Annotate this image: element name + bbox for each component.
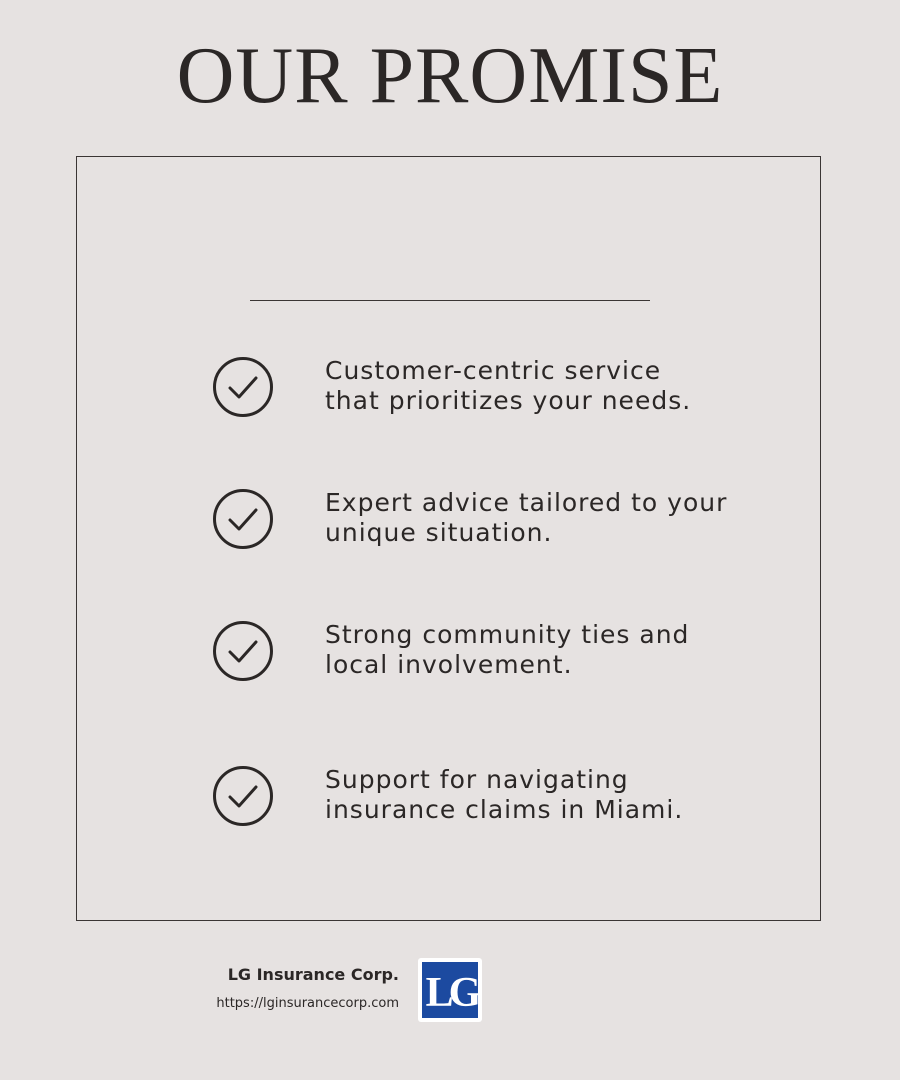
promise-text-line: Strong community ties and	[325, 620, 690, 649]
company-url[interactable]: https://lginsurancecorp.com	[216, 996, 399, 1011]
promise-text-line: unique situation.	[325, 518, 553, 547]
promise-text	[325, 356, 765, 416]
promise-text	[325, 765, 765, 825]
company-logo	[418, 958, 482, 1022]
promise-text-line: local involvement.	[325, 650, 573, 679]
page-title: OUR PROMISE	[176, 32, 724, 120]
check-circle-icon	[212, 620, 274, 682]
promise-text-line: Customer-centric service	[325, 356, 662, 385]
promise-text-line: insurance claims in Miami.	[325, 795, 684, 824]
promise-item	[212, 620, 772, 690]
promise-text-line: Support for navigating	[325, 765, 629, 794]
check-circle-icon	[212, 765, 274, 827]
promise-item	[212, 488, 772, 558]
svg-text:LG: LG	[425, 970, 477, 1016]
logo-mark	[418, 958, 482, 1022]
promise-text	[325, 620, 765, 680]
promise-item	[212, 765, 772, 835]
promise-text-line: Expert advice tailored to your	[325, 488, 728, 517]
check-circle-icon	[212, 356, 274, 418]
divider-line	[250, 300, 650, 301]
promise-text-line: that prioritizes your needs.	[325, 386, 692, 415]
company-name: LG Insurance Corp.	[227, 965, 399, 984]
promise-text	[325, 488, 765, 548]
promise-item	[212, 356, 772, 426]
check-circle-icon	[212, 488, 274, 550]
